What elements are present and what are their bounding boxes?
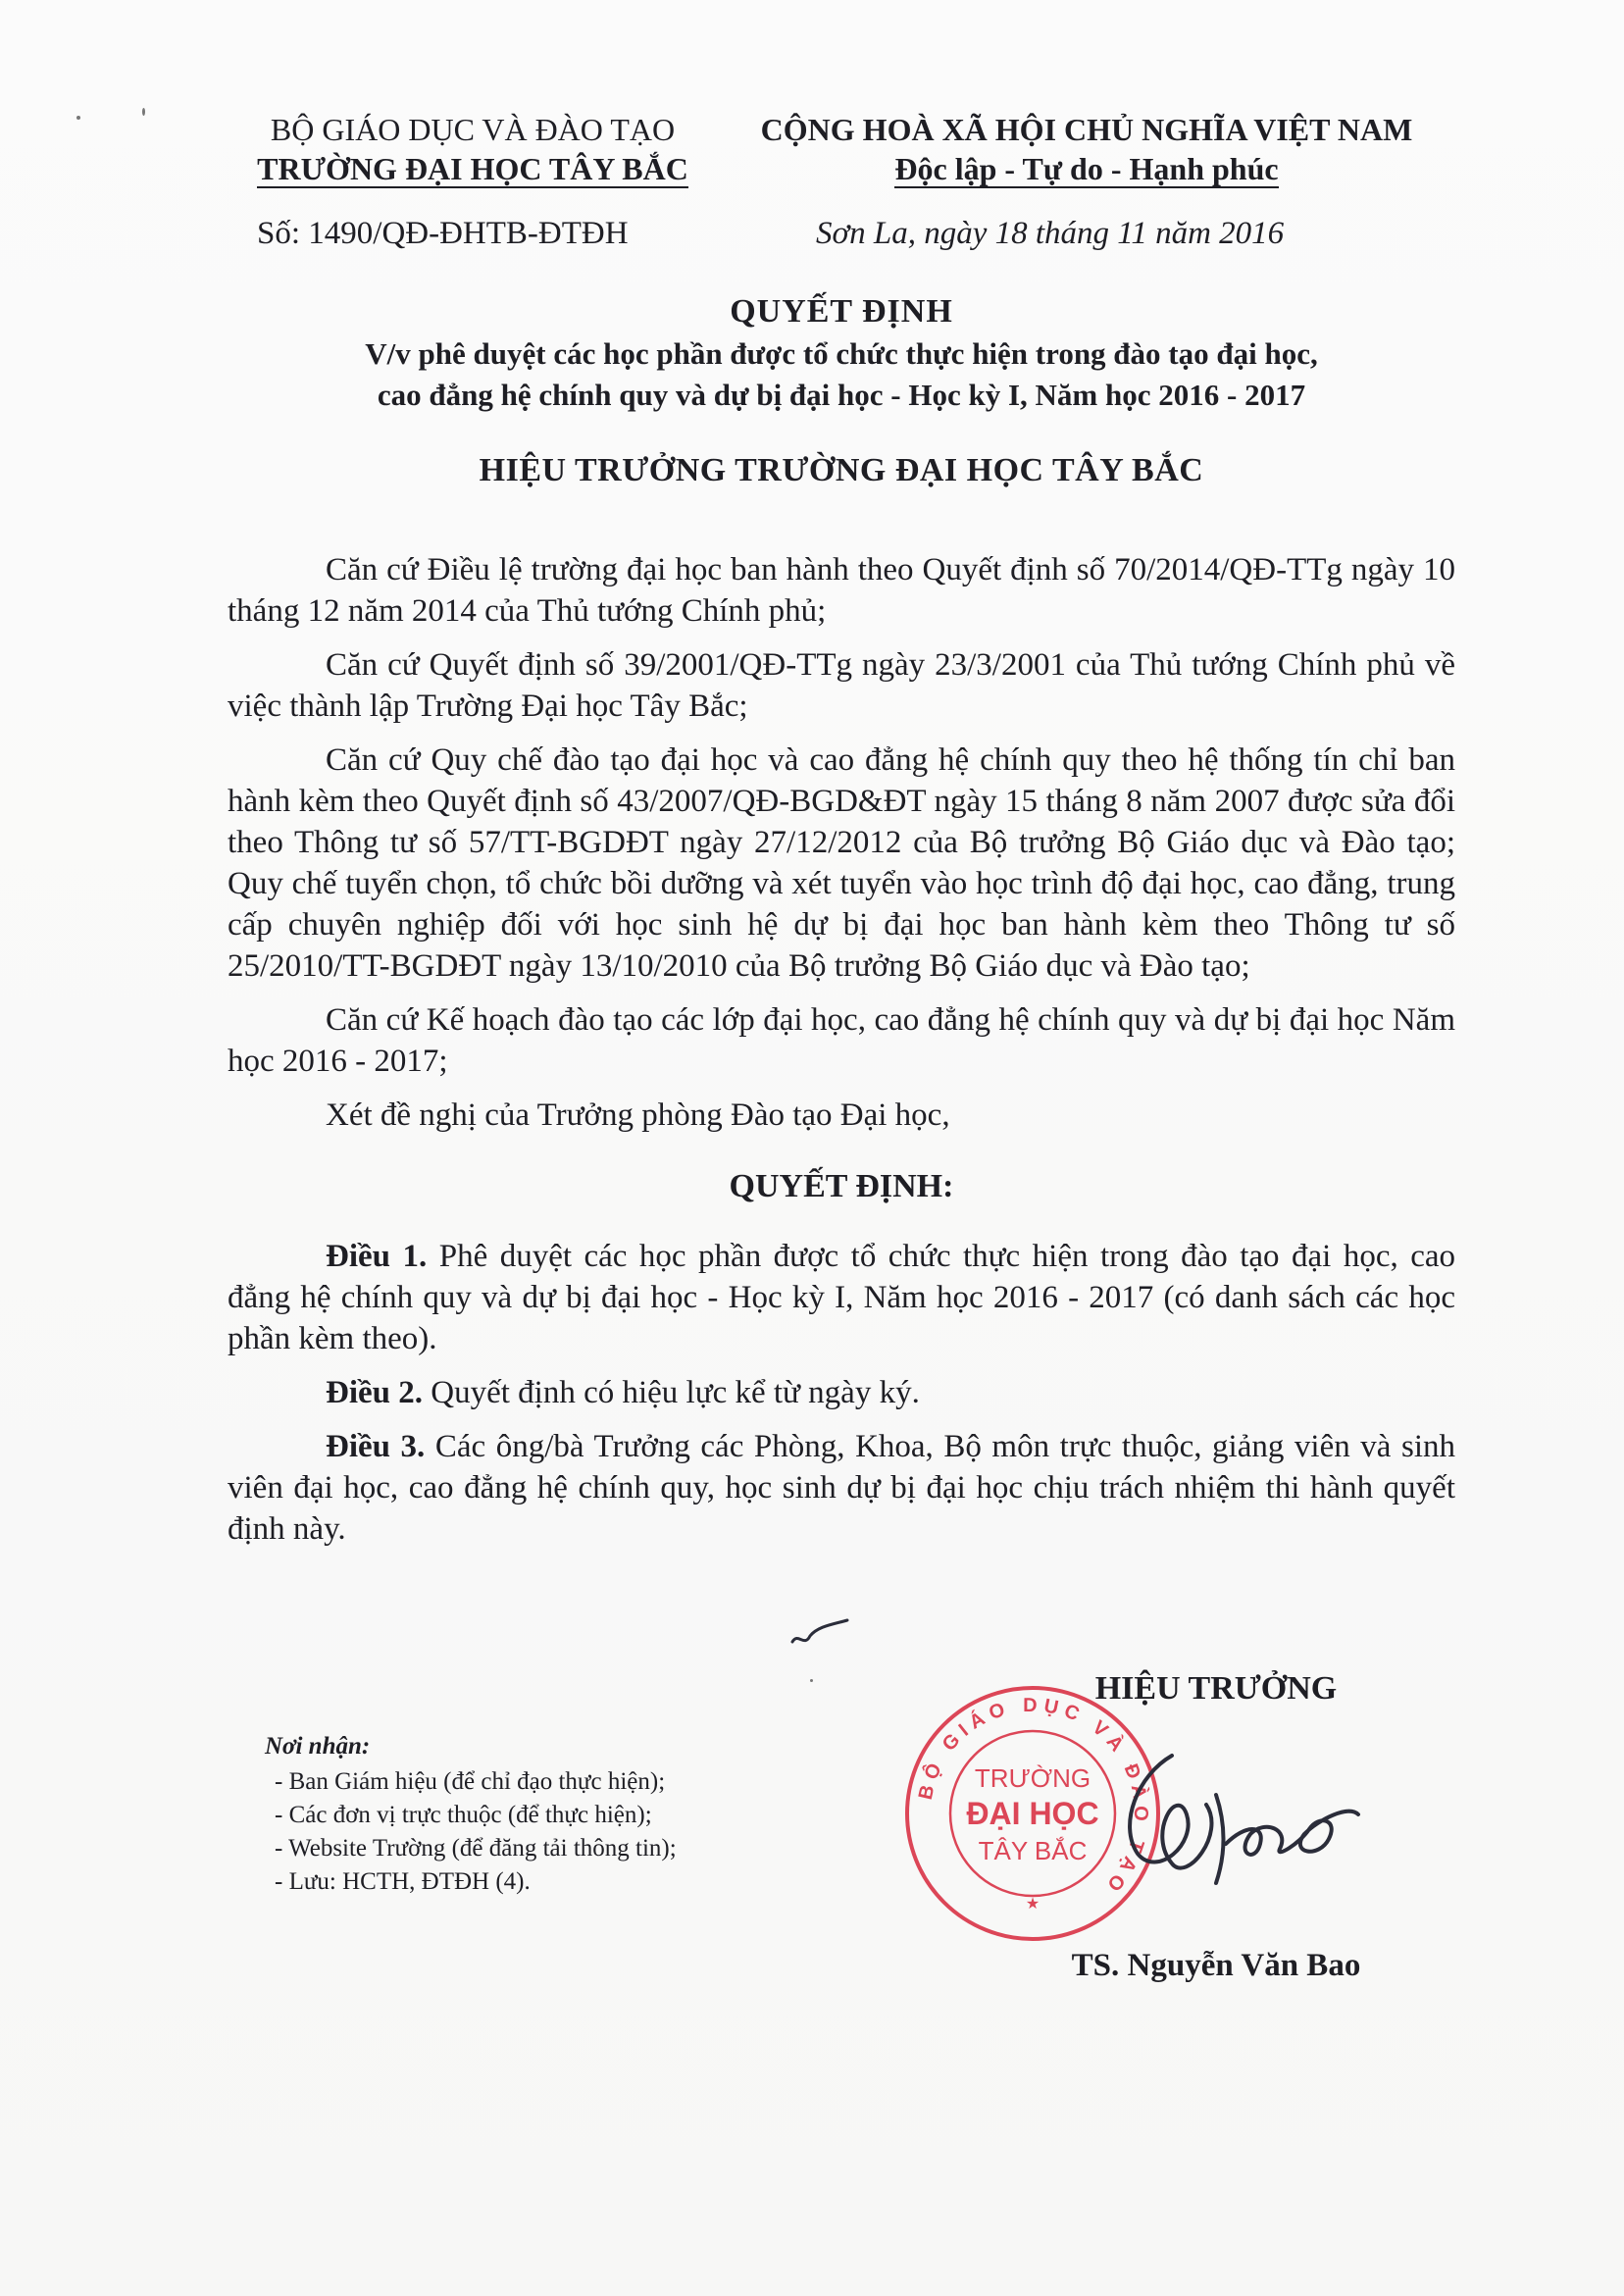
issuing-authority: HIỆU TRƯỞNG TRƯỜNG ĐẠI HỌC TÂY BẮC: [479, 452, 1204, 488]
preamble-paragraph: Căn cứ Quyết định số 39/2001/QĐ-TTg ngày 23/3/2001 của Thủ tướng Chính phủ về việc thành lập Trường Đại học Tây Bắc;: [228, 647, 1455, 724]
title-block: [228, 290, 1455, 492]
stamp-outer-text: BỘ GIÁO DỤC VÀ ĐÀO TẠO: [914, 1694, 1152, 1900]
article-2: [228, 1372, 1455, 1413]
article-label: Điều 1.: [326, 1239, 428, 1274]
recipient-item: - Lưu: HCTH, ĐTĐH (4).: [275, 1868, 531, 1895]
recipients-heading: Nơi nhận:: [265, 1733, 371, 1760]
stamp-star-icon: ★: [1025, 1896, 1040, 1913]
article-label: Điều 2.: [326, 1375, 423, 1410]
article-label: Điều 3.: [326, 1429, 426, 1464]
stamp-line-2: ĐẠI HỌC: [966, 1796, 1099, 1831]
reference-row: [0, 216, 1624, 259]
article-1: [228, 1236, 1455, 1359]
country-name: CỘNG HOÀ XÃ HỘI CHỦ NGHĨA VIỆT NAM: [760, 112, 1413, 147]
article-text: Quyết định có hiệu lực kể từ ngày ký.: [423, 1375, 920, 1410]
recipient-item: - Website Trường (để đăng tải thông tin);: [275, 1835, 677, 1862]
preamble-paragraph: Căn cứ Kế hoạch đào tạo các lớp đại học, cao đẳng hệ chính quy và dự bị đại học Năm học 2016 - 2017;: [228, 1002, 1455, 1079]
national-motto: [734, 110, 1440, 188]
initial-mark: [785, 1614, 853, 1654]
stamp-line-3: TÂY BẮC: [978, 1836, 1088, 1865]
signatory-name: TS. Nguyễn Văn Bao: [1071, 1948, 1361, 1983]
preamble-paragraph: Xét đề nghị của Trưởng phòng Đào tạo Đại học,: [326, 1097, 950, 1133]
place-date: Sơn La, ngày 18 tháng 11 năm 2016: [816, 216, 1285, 251]
article-text: Phê duyệt các học phần được tổ chức thực hiện trong đào tạo đại học, cao đẳng hệ chính quy và dự bị đại học - Học kỳ I, Năm học 2016 - 2017 (có danh sách các học phần kèm theo).: [228, 1239, 1455, 1356]
handwritten-signature: [1079, 1736, 1363, 1893]
preamble-paragraph: Căn cứ Quy chế đào tạo đại học và cao đẳng hệ chính quy theo hệ thống tín chỉ ban hành kèm theo Quyết định số 43/2007/QĐ-BGD&ĐT ngày 15 tháng 8 năm 2007 được sửa đổi theo Thông tư số 57/TT-BGDĐT ngày 27/12/2012 của Bộ trưởng Bộ Giáo dục và Đào tạo; Quy chế tuyển chọn, tổ chức bồi dưỡng và xét tuyển vào học trình độ đại học, cao đẳng, trung cấp chuyên nghiệp đối với học sinh hệ dự bị đại học ban hành kèm theo Thông tư số 25/2010/TT-BGDĐT ngày 13/10/2010 của Bộ trưởng Bộ Giáo dục và Đào tạo;: [228, 742, 1455, 984]
document-body: [228, 549, 1455, 1562]
university-name: TRƯỜNG ĐẠI HỌC TÂY BẮC: [257, 151, 688, 186]
document-subject-line2: cao đẳng hệ chính quy và dự bị đại học - Học kỳ I, Năm học 2016 - 2017: [377, 378, 1306, 412]
scan-speck: [810, 1679, 813, 1682]
signatory-title: HIỆU TRƯỞNG: [1094, 1670, 1338, 1707]
issuing-agency: [228, 110, 718, 188]
ministry-name: BỘ GIÁO DỤC VÀ ĐÀO TẠO: [270, 112, 676, 147]
preamble-paragraph: Căn cứ Điều lệ trường đại học ban hành theo Quyết định số 70/2014/QĐ-TTg ngày 10 tháng 12 năm 2014 của Thủ tướng Chính phủ;: [228, 552, 1455, 629]
document-subject-line1: V/v phê duyệt các học phần được tổ chức thực hiện trong đào tạo đại học,: [365, 336, 1318, 371]
recipients-list: [257, 1730, 865, 1899]
document-title: QUYẾT ĐỊNH: [730, 293, 953, 330]
article-text: Các ông/bà Trưởng các Phòng, Khoa, Bộ môn trực thuộc, giảng viên và sinh viên đại học, cao đẳng hệ chính quy, học sinh dự bị đại học chịu trách nhiệm thi hành quyết định này.: [228, 1429, 1456, 1547]
decision-heading: QUYẾT ĐỊNH:: [729, 1168, 954, 1204]
motto: Độc lập - Tự do - Hạnh phúc: [894, 151, 1279, 186]
stamp-line-1: TRƯỜNG: [974, 1763, 1091, 1793]
article-3: [228, 1426, 1455, 1550]
recipient-item: - Các đơn vị trực thuộc (để thực hiện);: [275, 1802, 652, 1828]
document-number: Số: 1490/QĐ-ĐHTB-ĐTĐH: [257, 216, 629, 251]
recipient-item: - Ban Giám hiệu (để chỉ đạo thực hiện);: [275, 1768, 666, 1795]
